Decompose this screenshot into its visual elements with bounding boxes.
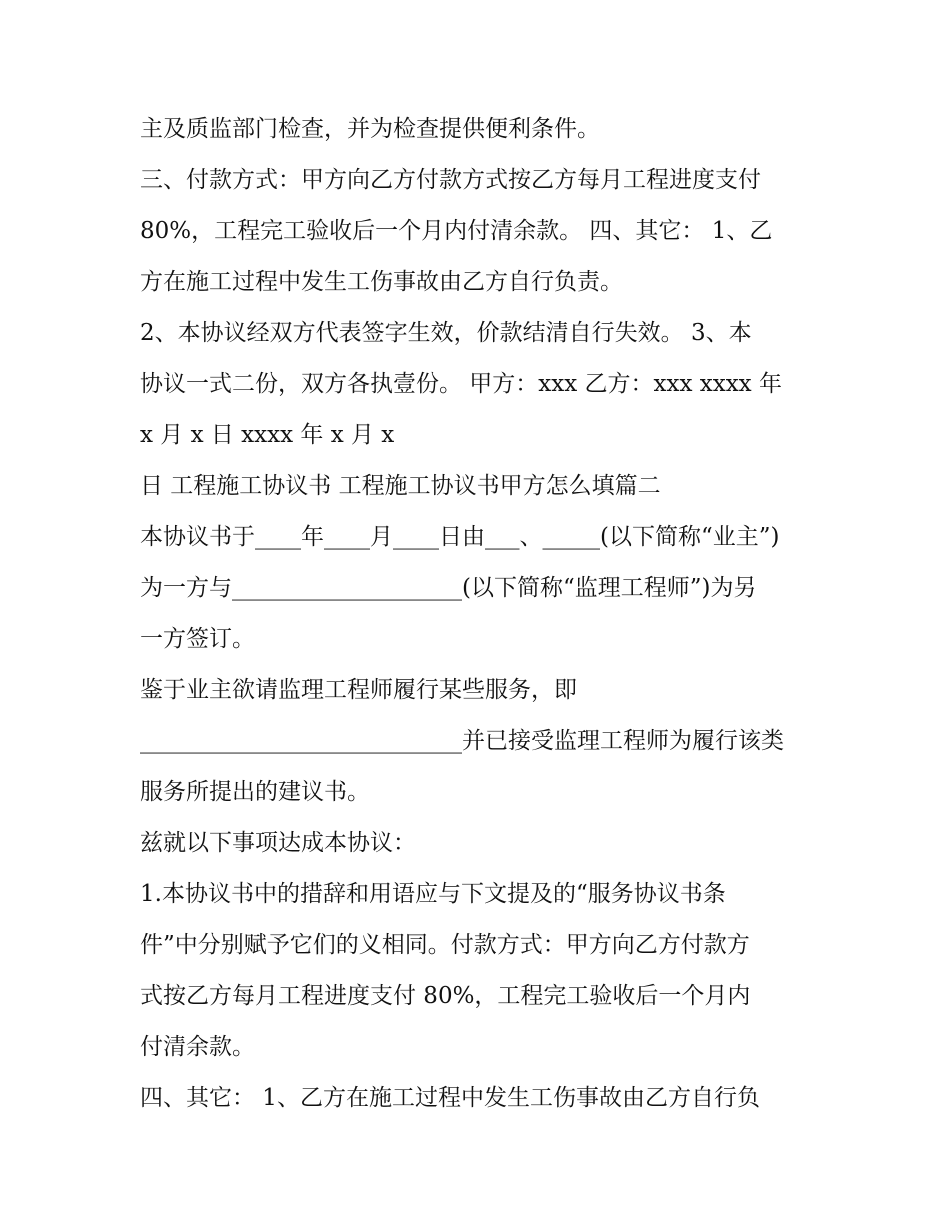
document-body: [140, 104, 820, 1124]
text-line-4: 方在施工过程中发生工伤事故由乙方自行负责。: [140, 269, 623, 295]
text-line-14: 服务所提出的建议书。: [140, 779, 370, 805]
text-line-8: 日 工程施工协议书 工程施工协议书甲方怎么填篇二: [140, 473, 661, 499]
text-line-2: 三、付款方式：甲方向乙方付款方式按乙方每月工程进度支付: [140, 167, 761, 193]
text-line-12: 鉴于业主欲请监理工程师履行某些服务，即: [140, 677, 577, 703]
text-line-9: 本协议书于____年____月____日由___、_____(以下简称“业主”): [140, 524, 780, 550]
text-line-19: 付清余款。: [140, 1034, 255, 1060]
text-line-17: 件”中分别赋予它们的义相同。付款方式：甲方向乙方付款方: [140, 932, 750, 958]
text-line-15: 兹就以下事项达成本协议：: [140, 830, 416, 856]
text-line-10: 为一方与____________________(以下简称“监理工程师”)为另: [140, 575, 757, 601]
text-line-11: 一方签订。: [140, 626, 255, 652]
text-line-20: 四、其它： 1、乙方在施工过程中发生工伤事故由乙方自行负: [140, 1085, 760, 1111]
text-line-16: 1.本协议书中的措辞和用语应与下文提及的“服务协议书条: [140, 881, 726, 907]
text-line-5: 2、本协议经双方代表签字生效，价款结清自行失效。 3、本: [140, 320, 752, 346]
text-line-6: 协议一式二份，双方各执壹份。 甲方：xxx 乙方：xxx xxxx 年: [140, 371, 782, 397]
text-line-1: 主及质监部门检查，并为检查提供便利条件。: [140, 116, 600, 142]
text-line-18: 式按乙方每月工程进度支付 80%，工程完工验收后一个月内: [140, 983, 751, 1009]
text-line-13: ____________________________并已接受监理工程师为履行该类: [140, 728, 784, 754]
text-line-3: 80%，工程完工验收后一个月内付清余款。 四、其它： 1、乙: [140, 218, 773, 244]
text-line-7: x 月 x 日 xxxx 年 x 月 x: [140, 422, 395, 448]
